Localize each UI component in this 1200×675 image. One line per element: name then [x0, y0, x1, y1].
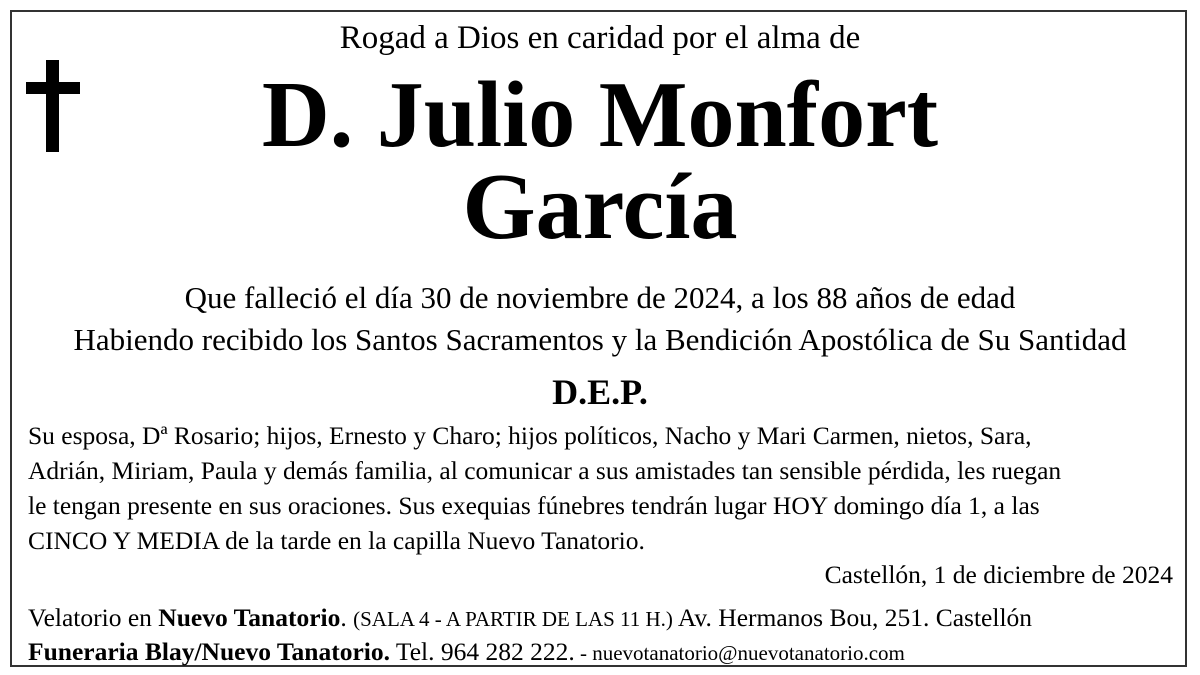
wake-dot: . — [340, 603, 354, 632]
sacraments-text: Habiendo recibido los Santos Sacramentos y la Bendición Apostólica de Su Santidad — [73, 322, 1127, 357]
deceased-name-line1: D. Julio Monfort — [261, 63, 939, 167]
wake-info — [28, 603, 1032, 633]
death-date-text: Que falleció el día 30 de noviembre de 2024, a los 88 años de edad — [184, 280, 1016, 315]
dep-heading: D.E.P. — [552, 372, 648, 412]
wake-room: (SALA 4 - A PARTIR DE LAS 11 H.) — [353, 607, 673, 631]
family-text-line: Adrián, Miriam, Paula y demás familia, al comunicar a sus amistades tan sensible pérdida, les ruegan — [28, 456, 1062, 485]
wake-venue: Nuevo Tanatorio — [158, 603, 341, 632]
family-text-line: CINCO Y MEDIA de la tarde en la capilla Nuevo Tanatorio. — [28, 526, 645, 555]
funeral-home-email: - nuevotanatorio@nuevotanatorio.com — [574, 641, 905, 665]
funeral-home-name: Funeraria Blay/Nuevo Tanatorio. — [28, 637, 390, 666]
funeral-home-info — [28, 637, 905, 667]
funeral-home-phone: Tel. 964 282 222. — [389, 637, 575, 666]
deceased-name-line2: García — [462, 155, 738, 259]
intro-text: Rogad a Dios en caridad por el alma de — [339, 20, 861, 56]
wake-address: Av. Hermanos Bou, 251. Castellón — [672, 603, 1033, 632]
place-date: Castellón, 1 de diciembre de 2024 — [824, 560, 1173, 589]
wake-prefix: Velatorio en — [28, 603, 159, 632]
family-text-line: le tengan presente en sus oraciones. Sus exequias fúnebres tendrán lugar HOY domingo día 1, a las — [28, 491, 1040, 520]
family-text-line: Su esposa, Dª Rosario; hijos, Ernesto y Charo; hijos políticos, Nacho y Mari Carmen, nietos, Sara, — [28, 421, 1032, 450]
